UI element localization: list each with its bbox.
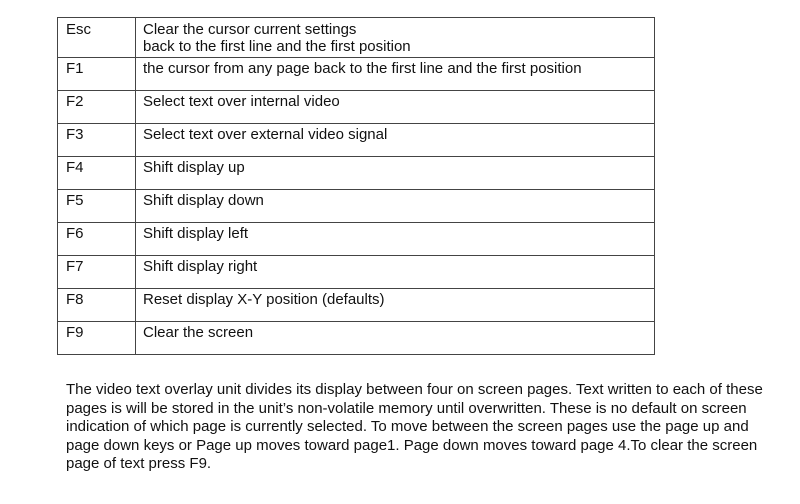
table-row (58, 58, 655, 91)
key-cell: F8 (58, 289, 136, 322)
function-key-table (57, 17, 655, 355)
key-cell: F2 (58, 91, 136, 124)
key-cell: Esc (58, 18, 136, 58)
key-cell: F5 (58, 190, 136, 223)
table-row (58, 157, 655, 190)
key-cell: F9 (58, 322, 136, 355)
description-paragraph: The video text overlay unit divides its display between four on screen pages. Text written to each of these pages is will be stored in the unit’s non-volatile memory until overwritten. These is no default on screen indication of which page is currently selected. To move between the screen pages use the page up and page down keys or Page up moves toward page1. Page down moves toward page 4.To clear the screen page of text press F9. (66, 381, 763, 473)
description-cell: Shift display down (136, 190, 655, 223)
table-row (58, 190, 655, 223)
description-cell: Clear the cursor current settings back to the first line and the first position (136, 18, 655, 58)
description-cell: Shift display up (136, 157, 655, 190)
key-cell: F6 (58, 223, 136, 256)
table-row (58, 91, 655, 124)
description-cell: Select text over external video signal (136, 124, 655, 157)
table-row (58, 322, 655, 355)
description-cell: Select text over internal video (136, 91, 655, 124)
table-row (58, 124, 655, 157)
key-cell: F1 (58, 58, 136, 91)
description-cell: the cursor from any page back to the first line and the first position (136, 58, 655, 91)
description-cell: Clear the screen (136, 322, 655, 355)
table-row (58, 223, 655, 256)
table-row (58, 289, 655, 322)
description-cell: Reset display X-Y position (defaults) (136, 289, 655, 322)
key-cell: F7 (58, 256, 136, 289)
table-row (58, 18, 655, 58)
key-cell: F3 (58, 124, 136, 157)
key-cell: F4 (58, 157, 136, 190)
table-row (58, 256, 655, 289)
description-cell: Shift display right (136, 256, 655, 289)
description-cell: Shift display left (136, 223, 655, 256)
